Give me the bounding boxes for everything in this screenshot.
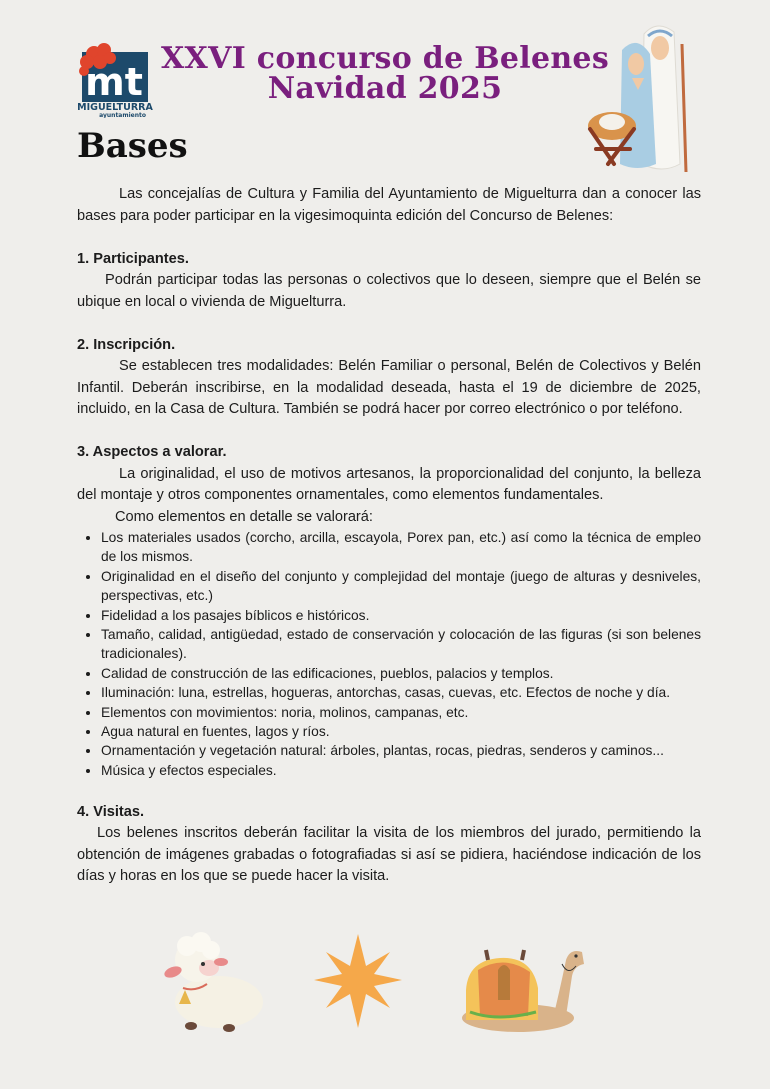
section-body-visitas: Los belenes inscritos deberán facilitar la visita de los miembros del jurado, permitiendo la obtención de imágenes grabadas o fotografiadas si así se pidiera, haciéndose indicación de los días y horas en los que se puede hacer la visita. <box>77 825 701 885</box>
section-body-participantes: Podrán participar todas las personas o colectivos que lo deseen, siempre que el Belén se ubique en local o vivienda de Miguelturra. <box>77 272 701 310</box>
section-title-participantes: 1. Participantes. <box>77 250 189 267</box>
star-icon <box>312 930 404 1040</box>
list-item: • Los materiales usados (corcho, arcilla, escayola, Porex pan, etc.) así como la técnica de empleo de los mismos. <box>101 528 701 567</box>
title-line-1: XXVI concurso de Belenes <box>160 41 610 76</box>
list-item: • Calidad de construcción de las edificaciones, pueblos, palacios y templos. <box>101 664 701 683</box>
svg-text:ayuntamiento: ayuntamiento <box>99 112 146 118</box>
list-item: • Ornamentación y vegetación natural: árboles, plantas, rocas, piedras, senderos y caminos... <box>101 741 701 760</box>
svg-text:MIGUELTURRA: MIGUELTURRA <box>77 102 153 113</box>
list-item: • Elementos con movimientos: noria, molinos, campanas, etc. <box>101 703 701 722</box>
page-title <box>160 41 610 106</box>
document-body <box>77 184 701 888</box>
title-line-2: Navidad 2025 <box>267 71 503 106</box>
list-item: • Tamaño, calidad, antigüedad, estado de conservación y colocación de las figuras (si son belenes tradicionales). <box>101 625 701 664</box>
section-title-aspectos: 3. Aspectos a valorar. <box>77 444 227 460</box>
list-item: • Música y efectos especiales. <box>101 761 701 780</box>
camel-icon <box>458 930 586 1040</box>
migueltura-logo-icon <box>74 40 154 118</box>
list-item: • Originalidad en el diseño del conjunto y complejidad del montaje (juego de alturas y desniveles, perspectivas, etc.) <box>101 567 701 606</box>
list-item: • Agua natural en fuentes, lagos y ríos. <box>101 722 701 741</box>
section-heading: Bases <box>77 126 188 166</box>
section-body-inscripcion: Se establecen tres modalidades: Belén Familiar o personal, Belén de Colectivos y Belén Infantil. Deberán inscribirse, en la modalidad deseada, hasta el 19 de diciembre de 2025, incluido, en la Casa de Cultura. También se podrá hacer por correo electrónico o por teléfono. <box>77 358 701 417</box>
svg-text:mt: mt <box>85 60 143 104</box>
criteria-list <box>77 528 701 780</box>
sheep-icon <box>155 930 267 1040</box>
section-title-visitas: 4. Visitas. <box>77 803 145 820</box>
nativity-holy-family-icon <box>582 14 707 179</box>
intro-paragraph: Las concejalías de Cultura y Familia del Ayuntamiento de Miguelturra dan a conocer las bases para poder participar en la vigesimoquinta edición del Concurso de Belenes: <box>77 186 701 224</box>
section-title-inscripcion: 2. Inscripción. <box>77 336 176 353</box>
criteria-intro: Como elementos en detalle se valorará: <box>115 508 373 525</box>
list-item: • Iluminación: luna, estrellas, hogueras, antorchas, casas, cuevas, etc. Efectos de noche y día. <box>101 683 701 702</box>
list-item: • Fidelidad a los pasajes bíblicos e históricos. <box>101 606 701 625</box>
section-body-aspectos: La originalidad, el uso de motivos artesanos, la proporcionalidad del conjunto, la belleza del montaje y otros componentes ornamentales, como elementos fundamentales. <box>77 465 701 503</box>
